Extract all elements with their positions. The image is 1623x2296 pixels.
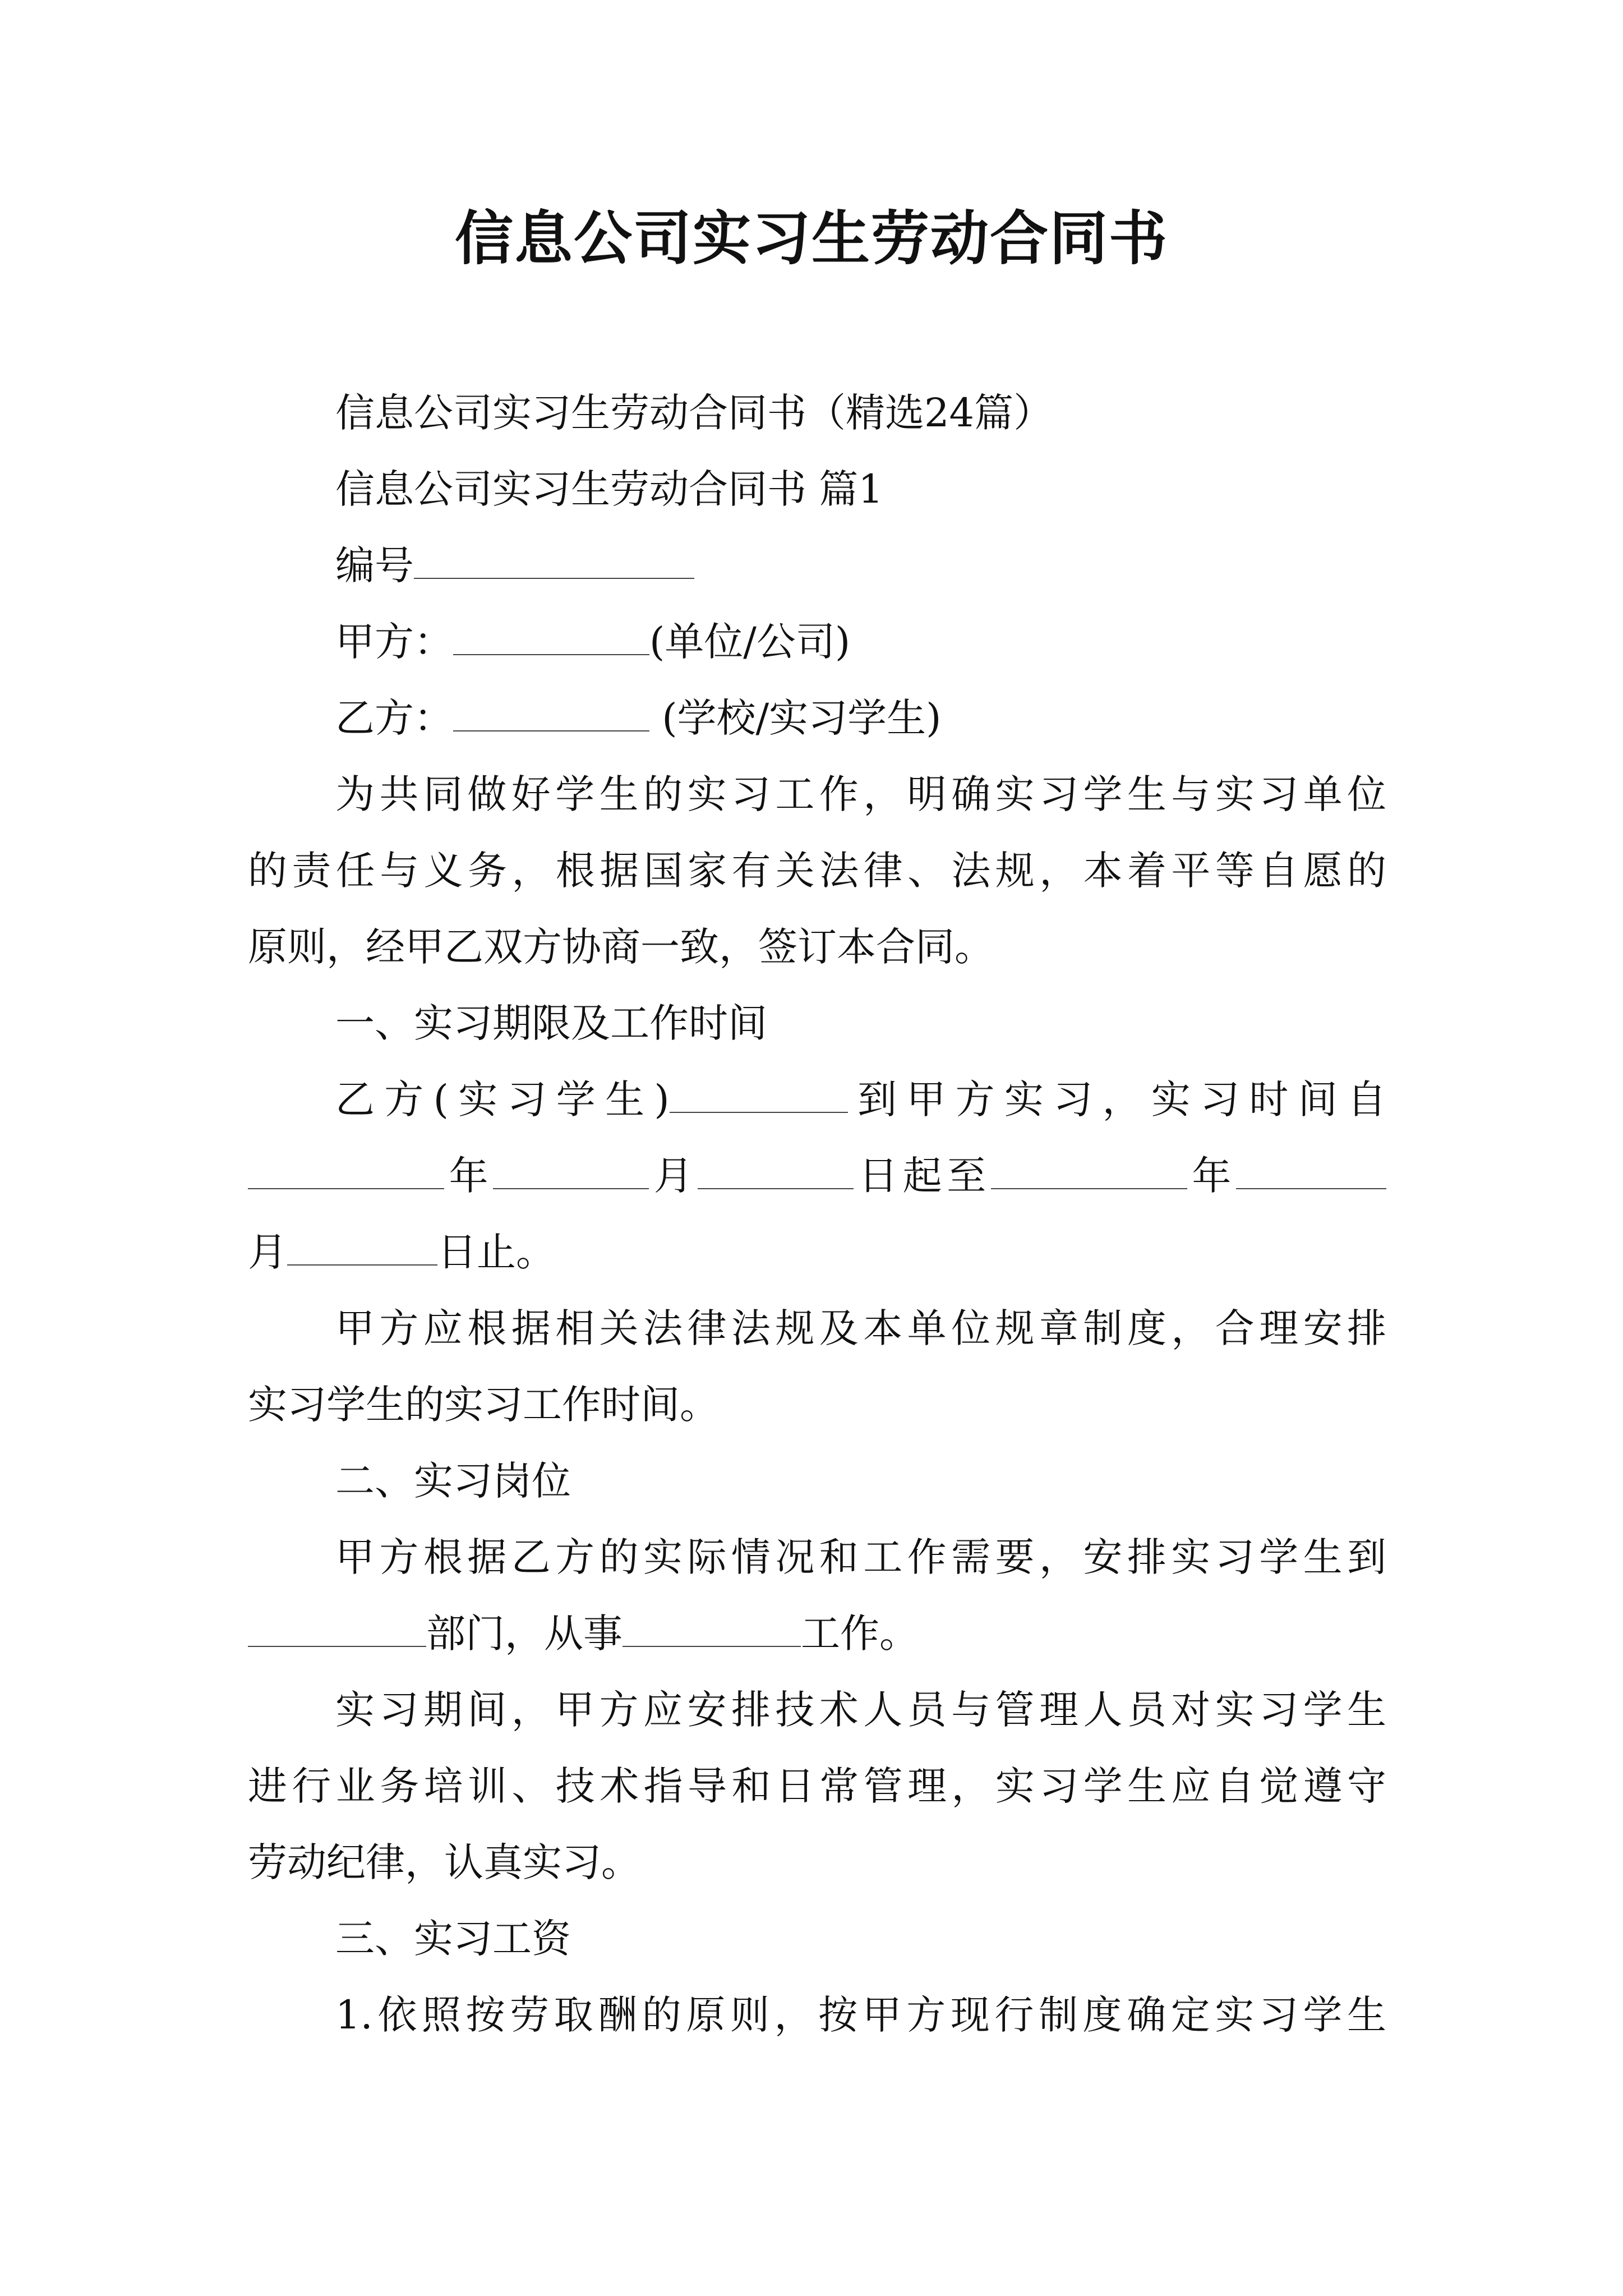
- section-1-heading: 一、实习期限及工作时间: [335, 1000, 767, 1046]
- work-blank: [623, 1611, 801, 1647]
- end-day-label: 日止。: [437, 1229, 555, 1275]
- start-year-label: 年: [444, 1153, 494, 1199]
- s2-p1-line-1: 甲方根据乙方的实际情况和工作需要，安排实习学生到: [335, 1534, 1386, 1580]
- document-body: [248, 375, 1386, 2053]
- start-month-blank: [493, 1153, 649, 1189]
- end-month-label: 月: [248, 1229, 287, 1275]
- intro-line-2: 的责任与义务，根据国家有关法律、法规，本着平等自愿的: [248, 848, 1386, 894]
- s1-p2-line-1: 甲方应根据相关法律法规及本单位规章制度，合理安排: [335, 1305, 1386, 1351]
- s2-p2-line-2: 进行业务培训、技术指导和日常管理，实习学生应自觉遵守: [248, 1763, 1386, 1809]
- party-a-suffix: (单位/公司): [649, 619, 851, 665]
- department-blank: [248, 1611, 426, 1647]
- work-label: 工作。: [801, 1611, 919, 1657]
- end-year-label: 年: [1187, 1153, 1237, 1199]
- party-a-blank: [453, 619, 649, 655]
- party-b-label: 乙方：: [335, 695, 453, 741]
- start-month-label: 月: [649, 1153, 698, 1199]
- end-year-blank: [991, 1153, 1187, 1189]
- party-b-line: [248, 680, 1386, 756]
- start-year-blank: [248, 1153, 444, 1189]
- section-3-heading: 三、实习工资: [335, 1916, 571, 1962]
- end-day-blank: [287, 1230, 437, 1266]
- s1-p1-line-3: [248, 1214, 1386, 1290]
- subtitle-line: 信息公司实习生劳动合同书（精选24篇）: [335, 390, 1053, 436]
- intro-line-3: 原则，经甲乙双方协商一致，签订本合同。: [248, 924, 994, 970]
- s2-p2-line-1: 实习期间，甲方应安排技术人员与管理人员对实习学生: [335, 1687, 1386, 1733]
- party-a-line: [248, 604, 1386, 680]
- s3-p1-line-1: 1.依照按劳取酬的原则，按甲方现行制度确定实习学生: [335, 1992, 1386, 2038]
- end-month-blank-1: [1236, 1153, 1386, 1189]
- number-field-line: [248, 527, 1386, 604]
- department-label: 部门，从事: [426, 1611, 623, 1657]
- s2-p1-line-2: [248, 1595, 1386, 1672]
- start-day-label: 日起至: [854, 1153, 991, 1199]
- chapter-heading: 信息公司实习生劳动合同书 篇1: [335, 466, 883, 512]
- number-blank: [414, 543, 694, 579]
- party-b-suffix: (学校/实习学生): [649, 695, 942, 741]
- s2-p2-line-3: 劳动纪律，认真实习。: [248, 1839, 640, 1885]
- document-title: 信息公司实习生劳动合同书: [454, 204, 1168, 273]
- s1-student-blank: [670, 1077, 848, 1113]
- party-a-label: 甲方：: [335, 619, 453, 665]
- start-day-blank: [698, 1153, 854, 1189]
- s1-p1-line-1: [248, 1061, 1386, 1138]
- s1-p2-line-2: 实习学生的实习工作时间。: [248, 1382, 719, 1428]
- s1-p1-end: 到甲方实习，实习时间自: [847, 1076, 1387, 1122]
- intro-line-1: 为共同做好学生的实习工作，明确实习学生与实习单位: [335, 771, 1386, 817]
- party-b-blank: [453, 696, 649, 731]
- section-2-heading: 二、实习岗位: [335, 1458, 571, 1504]
- s1-p1-line-2: [248, 1138, 1386, 1214]
- s1-p1-start: 乙方(实习学生): [335, 1076, 670, 1122]
- number-label: 编号: [335, 542, 414, 588]
